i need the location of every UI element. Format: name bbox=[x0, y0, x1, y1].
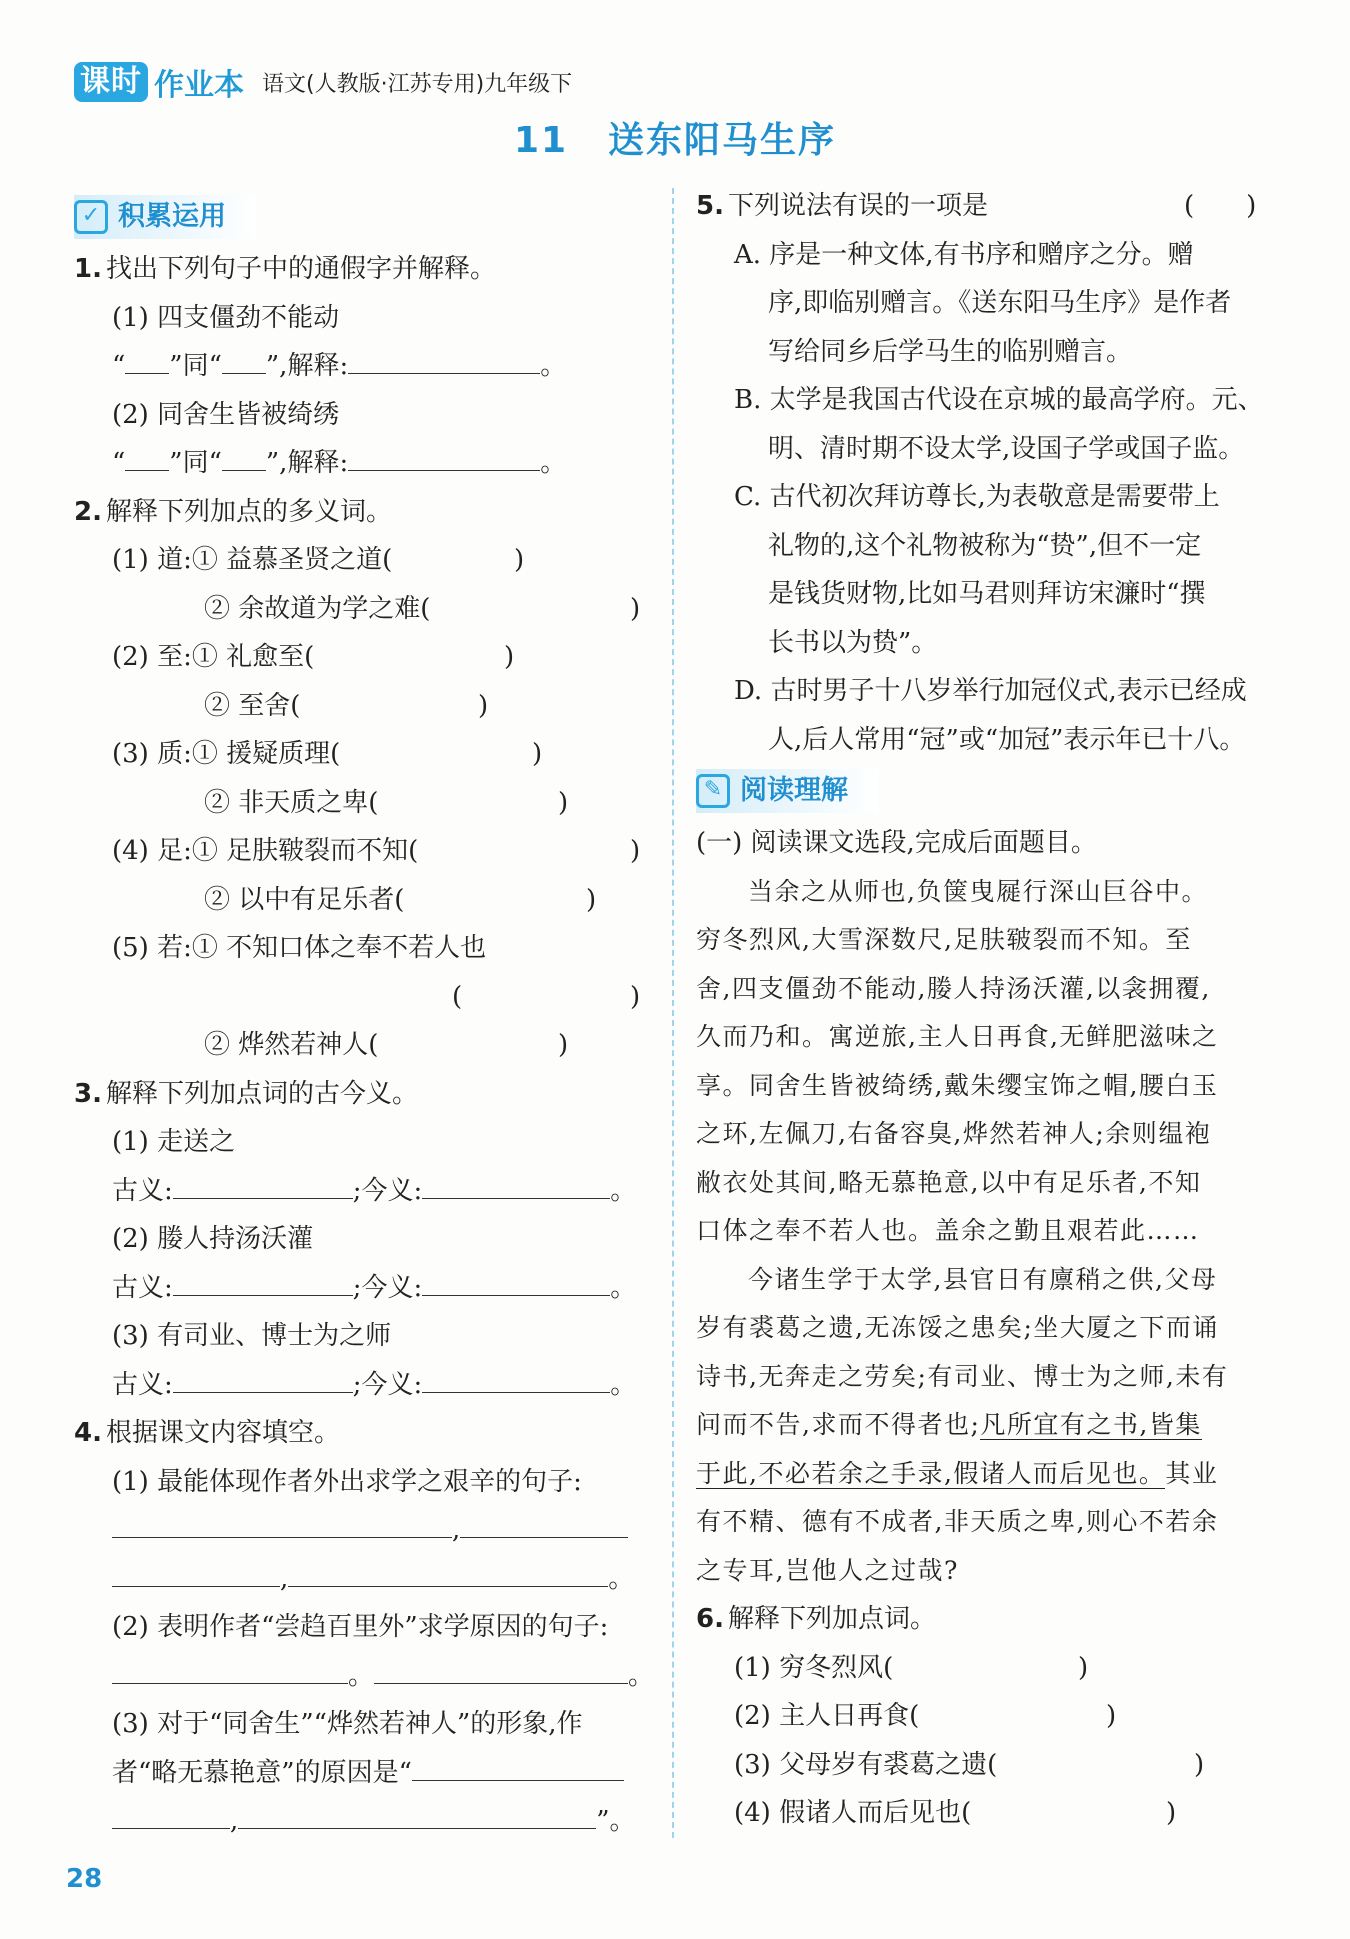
book-subtitle: 语文(人教版·江苏专用)九年级下 bbox=[262, 71, 573, 97]
brand-name: 作业本 bbox=[154, 68, 244, 103]
answer-blank[interactable] bbox=[222, 343, 266, 374]
option-d-cont: 人,后人常用“冠”或“加冠”表示年已十八。 bbox=[768, 724, 1246, 755]
passage-line: 之环,左佩刀,右备容臭,烨然若神人;余则缊袍 bbox=[696, 1119, 1212, 1148]
item-text: (2) 至:① 礼愈至( bbox=[112, 642, 315, 672]
passage-paragraph-1 bbox=[696, 868, 1280, 1256]
label: ;今义: bbox=[352, 1175, 423, 1206]
fill-line bbox=[74, 1361, 650, 1410]
period: 。 bbox=[608, 1563, 635, 1594]
period: 。 bbox=[610, 1175, 637, 1206]
close-paren: ) bbox=[630, 593, 641, 624]
sub-item bbox=[74, 730, 650, 779]
question-number: 2. bbox=[74, 496, 102, 527]
label: ”,解释: bbox=[265, 351, 349, 381]
sub-item bbox=[74, 876, 650, 925]
passage-line: 有不精、德有不成者,非天质之卑,则心不若余 bbox=[696, 1507, 1219, 1536]
brand-logo: 课时 bbox=[74, 62, 148, 102]
label: 古义: bbox=[112, 1272, 173, 1303]
answer-blank[interactable] bbox=[125, 343, 169, 374]
fill-line bbox=[74, 439, 650, 488]
sub-question: (1) 走送之 bbox=[112, 1127, 236, 1157]
lesson-title bbox=[0, 112, 1350, 163]
question-3 bbox=[74, 1070, 650, 1119]
answer-blank[interactable] bbox=[112, 1507, 452, 1538]
answer-blank[interactable] bbox=[412, 1750, 624, 1781]
sub-item bbox=[74, 779, 650, 828]
checkbox-icon: ✓ bbox=[74, 200, 108, 234]
underlined-sentence: 凡所宜有之书,皆集 bbox=[980, 1410, 1202, 1439]
sub-item bbox=[696, 1644, 1280, 1693]
fill-line bbox=[74, 1264, 650, 1313]
period: 。 bbox=[348, 1660, 375, 1691]
question-stem: 根据课文内容填空。 bbox=[106, 1418, 341, 1448]
sub-question-cont: 者“略无慕艳意”的原因是“ bbox=[112, 1757, 412, 1788]
close-paren: ) bbox=[558, 787, 569, 818]
item-text: ② 烨然若神人( bbox=[204, 1030, 379, 1060]
lesson-number: 11 bbox=[513, 120, 569, 161]
left-column bbox=[74, 190, 655, 1846]
item-text: ② 至舍( bbox=[204, 690, 301, 721]
sub-question: (1) 最能体现作者外出求学之艰辛的句子: bbox=[112, 1466, 582, 1497]
question-number: 6. bbox=[696, 1604, 724, 1634]
period: 。 bbox=[610, 1369, 637, 1400]
section-accumulate bbox=[74, 195, 256, 239]
answer-blank[interactable] bbox=[112, 1653, 348, 1684]
quote: “ bbox=[112, 448, 126, 478]
label: 古义: bbox=[112, 1175, 173, 1206]
sub-item bbox=[74, 682, 650, 731]
answer-blank[interactable] bbox=[422, 1362, 610, 1393]
question-stem: 下列说法有误的一项是 bbox=[728, 191, 989, 221]
option-a[interactable]: A. 序是一种文体,有书序和赠序之分。赠 bbox=[734, 239, 1194, 270]
option-d[interactable]: D. 古时男子十八岁举行加冠仪式,表示已经成 bbox=[734, 676, 1247, 706]
sub-question: (1) 四支僵劲不能动 bbox=[112, 302, 340, 333]
option-c-cont: 是钱货财物,比如马君则拜访宋濂时“撰 bbox=[768, 579, 1206, 609]
answer-blank[interactable] bbox=[222, 440, 266, 471]
passage-line: 久而乃和。寓逆旅,主人日再食,无鲜肥滋味之 bbox=[696, 1022, 1219, 1051]
passage-text: 其业 bbox=[1165, 1458, 1219, 1488]
item-text: (1) 穷冬烈风( bbox=[734, 1652, 894, 1683]
end-quote: ”。 bbox=[596, 1806, 636, 1836]
question-stem: 找出下列句子中的通假字并解释。 bbox=[106, 254, 497, 284]
passage-line: 岁有裘葛之遗,无冻馁之患矣;坐大厦之下而诵 bbox=[696, 1313, 1219, 1342]
close-paren: ) bbox=[1166, 1798, 1177, 1828]
item-text: (4) 足:① 足肤皲裂而不知( bbox=[112, 836, 419, 866]
quote: “ bbox=[112, 351, 126, 381]
answer-blank[interactable] bbox=[422, 1168, 610, 1199]
close-paren: ) bbox=[514, 545, 525, 575]
item-text: (2) 主人日再食( bbox=[734, 1701, 920, 1731]
fill-line bbox=[74, 1555, 650, 1604]
answer-blank[interactable] bbox=[173, 1362, 353, 1393]
close-paren: ) bbox=[478, 690, 489, 721]
sub-item bbox=[74, 585, 650, 634]
period: 。 bbox=[628, 1660, 655, 1691]
sub-item bbox=[74, 827, 650, 876]
comma: , bbox=[280, 1563, 289, 1594]
close-paren: ) bbox=[1106, 1701, 1117, 1731]
answer-blank[interactable] bbox=[348, 440, 540, 471]
underlined-sentence: 于此,不必若余之手录,假诸人而后见也。 bbox=[696, 1458, 1166, 1488]
close-paren: ) bbox=[630, 981, 641, 1012]
sub-question: (3) 有司业、博士为之师 bbox=[112, 1321, 392, 1351]
close-paren: ) bbox=[532, 739, 543, 769]
passage-line: 诗书,无奔走之劳矣;有司业、博士为之师,未有 bbox=[696, 1361, 1229, 1391]
passage-line: 享。同舍生皆被绮绣,戴朱缨宝饰之帽,腰白玉 bbox=[696, 1070, 1219, 1100]
option-c[interactable]: C. 古代初次拜访尊长,为表敬意是需要带上 bbox=[734, 482, 1220, 512]
option-c-cont: 长书以为贽”。 bbox=[768, 627, 938, 658]
period: 。 bbox=[540, 448, 567, 478]
sub-question: (2) 表明作者“尝趋百里外”求学原因的句子: bbox=[112, 1612, 609, 1642]
item-text: ② 以中有足乐者( bbox=[204, 884, 405, 915]
question-stem: 解释下列加点的多义词。 bbox=[106, 496, 393, 527]
question-1 bbox=[74, 245, 650, 294]
sub-item: (5) 若:① 不知口体之奉不若人也 bbox=[112, 933, 487, 963]
option-c-cont: 礼物的,这个礼物被称为“贽”,但不一定 bbox=[768, 530, 1202, 561]
close-paren: ) bbox=[586, 884, 597, 915]
label: ;今义: bbox=[352, 1272, 423, 1303]
answer-blank[interactable] bbox=[112, 1556, 280, 1587]
sub-item bbox=[696, 1789, 1280, 1838]
sub-item bbox=[74, 633, 650, 682]
period: 。 bbox=[610, 1272, 637, 1303]
section-label: 阅读理解 bbox=[740, 774, 848, 806]
quote: ”同“ bbox=[169, 448, 222, 478]
sub-question: (2) 同舍生皆被绮绣 bbox=[112, 399, 340, 430]
answer-paren[interactable]: ( ) bbox=[1184, 191, 1257, 221]
question-6 bbox=[696, 1595, 1280, 1644]
quote: ”同“ bbox=[169, 351, 222, 381]
passage-line: 敝衣处其间,略无慕艳意,以中有足乐者,不知 bbox=[696, 1167, 1202, 1197]
passage-line: 当余之从师也,负箧曳屣行深山巨谷中。 bbox=[748, 876, 1208, 906]
sub-item bbox=[74, 1021, 650, 1070]
passage-line: 穷冬烈风,大雪深数尺,足肤皲裂而不知。至 bbox=[696, 925, 1192, 954]
item-text: ② 非天质之卑( bbox=[204, 787, 379, 818]
question-5 bbox=[696, 182, 1280, 231]
page-number: 28 bbox=[66, 1864, 103, 1894]
passage-text: 问而不告,求而不得者也; bbox=[696, 1410, 981, 1439]
close-paren: ) bbox=[1194, 1749, 1205, 1780]
answer-blank[interactable] bbox=[422, 1265, 610, 1296]
section-label: 积累运用 bbox=[118, 200, 226, 232]
item-text: (3) 质:① 援疑质理( bbox=[112, 739, 341, 769]
passage-paragraph-2 bbox=[696, 1256, 1280, 1596]
question-number: 1. bbox=[74, 254, 102, 284]
reading-intro: (一) 阅读课文选段,完成后面题目。 bbox=[696, 828, 1097, 858]
question-stem: 解释下列加点词。 bbox=[728, 1604, 937, 1634]
fill-line bbox=[74, 1749, 650, 1798]
passage-line bbox=[696, 1450, 1280, 1499]
section-reading bbox=[696, 769, 878, 813]
close-paren: ) bbox=[1078, 1652, 1089, 1683]
option-b[interactable]: B. 太学是我国古代设在京城的最高学府。元、 bbox=[734, 385, 1264, 415]
item-text: (3) 父母岁有裘葛之遗( bbox=[734, 1749, 998, 1780]
column-divider bbox=[672, 188, 674, 1838]
item-text: (4) 假诸人而后见也( bbox=[734, 1798, 972, 1828]
close-paren: ) bbox=[558, 1030, 569, 1060]
answer-blank[interactable] bbox=[125, 440, 169, 471]
passage-line: 今诸生学于太学,县官日有廪稍之供,父母 bbox=[748, 1264, 1218, 1294]
sub-question: (2) 媵人持汤沃灌 bbox=[112, 1224, 314, 1254]
right-column bbox=[696, 182, 1280, 1838]
option-a-cont: 序,即临别赠言。《送东阳马生序》是作者 bbox=[768, 288, 1232, 318]
sub-item-paren bbox=[74, 973, 650, 1022]
question-number: 4. bbox=[74, 1418, 102, 1448]
answer-blank[interactable] bbox=[238, 1798, 596, 1829]
header bbox=[74, 60, 572, 104]
item-text: (1) 道:① 益慕圣贤之道( bbox=[112, 545, 393, 575]
answer-blank[interactable] bbox=[460, 1507, 628, 1538]
fill-line bbox=[74, 1652, 655, 1701]
fill-line bbox=[74, 1797, 650, 1846]
question-stem: 解释下列加点词的古今义。 bbox=[106, 1078, 419, 1109]
label: ”,解释: bbox=[265, 448, 349, 478]
sub-item bbox=[696, 1692, 1280, 1741]
label: 古义: bbox=[112, 1369, 173, 1400]
passage-line bbox=[696, 1401, 1280, 1450]
answer-blank[interactable] bbox=[112, 1798, 230, 1829]
answer-blank[interactable] bbox=[173, 1265, 353, 1296]
close-paren: ) bbox=[504, 642, 515, 672]
item-text: ② 余故道为学之难( bbox=[204, 593, 431, 624]
fill-line bbox=[74, 1506, 650, 1555]
period: 。 bbox=[540, 351, 567, 381]
option-b-cont: 明、清时期不设太学,设国子学或国子监。 bbox=[768, 433, 1245, 464]
sub-item bbox=[696, 1741, 1280, 1790]
fill-line bbox=[74, 342, 650, 391]
question-number: 3. bbox=[74, 1078, 102, 1109]
label: ;今义: bbox=[352, 1369, 423, 1400]
passage-line: 之专耳,岂他人之过哉? bbox=[696, 1555, 959, 1585]
passage-line: 口体之奉不若人也。盖余之勤且艰若此…… bbox=[696, 1216, 1200, 1245]
answer-blank[interactable] bbox=[348, 343, 540, 374]
question-4 bbox=[74, 1409, 650, 1458]
answer-blank[interactable] bbox=[288, 1556, 608, 1587]
comma: , bbox=[230, 1806, 239, 1836]
sub-question: (3) 对于“同舍生”“烨然若神人”的形象,作 bbox=[112, 1709, 583, 1739]
pencil-icon: ✎ bbox=[696, 774, 730, 808]
open-paren: ( bbox=[452, 981, 463, 1012]
comma: , bbox=[452, 1515, 461, 1545]
lesson-name: 送东阳马生序 bbox=[608, 120, 837, 161]
fill-line bbox=[74, 1167, 650, 1216]
question-number: 5. bbox=[696, 191, 724, 221]
question-2 bbox=[74, 488, 650, 537]
close-paren: ) bbox=[630, 836, 641, 866]
sub-item bbox=[74, 536, 650, 585]
answer-blank[interactable] bbox=[374, 1653, 628, 1684]
option-a-cont: 写给同乡后学马生的临别赠言。 bbox=[768, 336, 1133, 367]
answer-blank[interactable] bbox=[173, 1168, 353, 1199]
passage-line: 舍,四支僵劲不能动,媵人持汤沃灌,以衾拥覆, bbox=[696, 973, 1211, 1003]
